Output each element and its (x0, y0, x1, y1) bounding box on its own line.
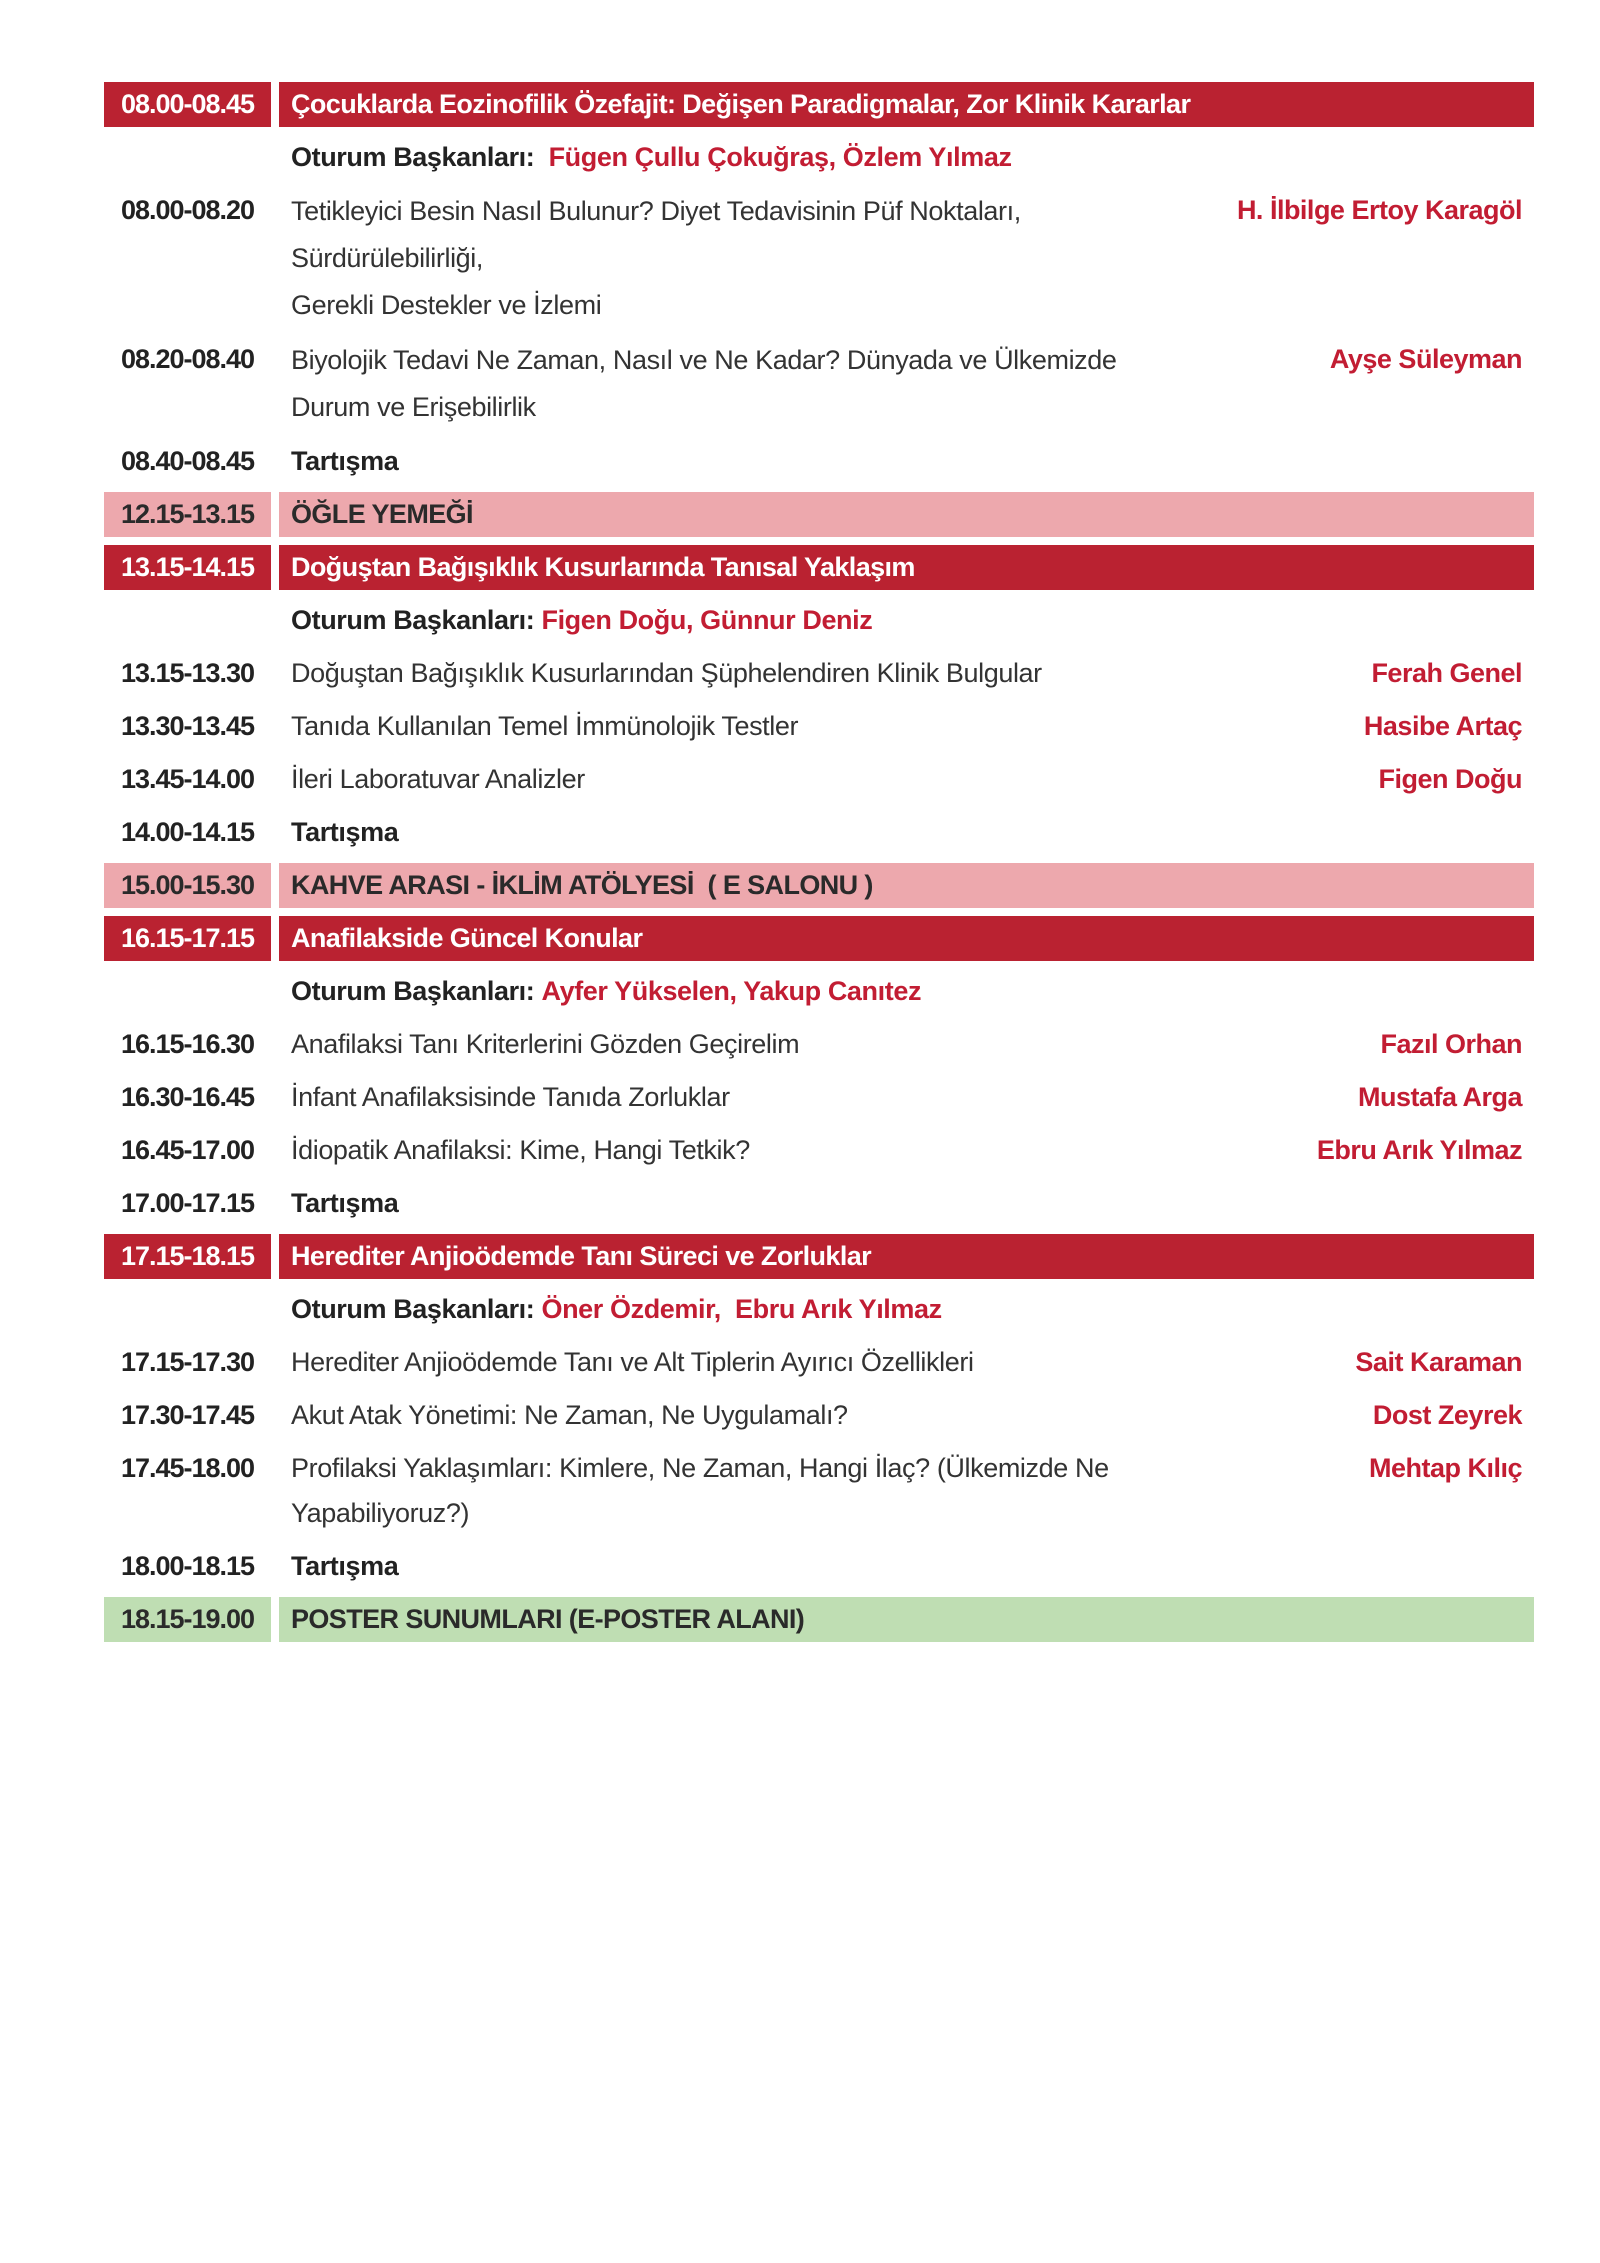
break-time: 12.15-13.15 (104, 492, 271, 537)
talk-speaker: Fazıl Orhan (1380, 1029, 1522, 1059)
talk-row (104, 188, 1534, 329)
discussion-time: 17.00-17.15 (120, 1188, 255, 1218)
chairs-label: Oturum Başkanları: (291, 1294, 535, 1324)
session-time: 08.00-08.45 (104, 82, 271, 127)
break-time: 15.00-15.30 (104, 863, 271, 908)
talk-time: 17.15-17.30 (120, 1347, 255, 1377)
chairs-label: Oturum Başkanları: (291, 142, 535, 172)
discussion-time: 08.40-08.45 (120, 446, 255, 476)
session-title: Çocuklarda Eozinofilik Özefajit: Değişen Paradigmalar, Zor Klinik Kararlar (279, 82, 1534, 127)
talk-row (104, 1393, 1534, 1438)
session-title: Anafilakside Güncel Konular (279, 916, 1534, 961)
talk-title: İleri Laboratuvar Analizler (291, 764, 585, 794)
discussion-row (104, 1181, 1534, 1226)
chairs-label: Oturum Başkanları: (291, 605, 535, 635)
talk-row (104, 1340, 1534, 1385)
session-title: Herediter Anjioödemde Tanı Süreci ve Zorluklar (279, 1234, 1534, 1279)
talk-row (104, 651, 1534, 696)
talk-time: 16.45-17.00 (120, 1135, 255, 1165)
talk-speaker: H. İlbilge Ertoy Karagöl (1236, 195, 1522, 225)
talk-time: 08.20-08.40 (120, 344, 255, 374)
poster-session (104, 1597, 1534, 1642)
talk-title: Akut Atak Yönetimi: Ne Zaman, Ne Uygulamalı? (291, 1400, 848, 1430)
talk-speaker: Sait Karaman (1355, 1347, 1522, 1377)
talk-title-line: Durum ve Erişebilirlik (291, 392, 536, 422)
discussion-row (104, 439, 1534, 484)
talk-row (104, 704, 1534, 749)
talk-speaker: Ebru Arık Yılmaz (1316, 1135, 1522, 1165)
chairs-names: Ayfer Yükselen, Yakup Canıtez (541, 976, 922, 1006)
talk-speaker: Ferah Genel (1371, 658, 1522, 688)
talk-time: 13.15-13.30 (120, 658, 255, 688)
talk-speaker: Dost Zeyrek (1372, 1400, 1522, 1430)
talk-title: İdiopatik Anafilaksi: Kime, Hangi Tetkik? (291, 1135, 750, 1165)
chairs-names: Fügen Çullu Çokuğraş, Özlem Yılmaz (548, 142, 1012, 172)
discussion-label: Tartışma (291, 446, 399, 476)
coffee-break (104, 863, 1534, 908)
talk-row (104, 1075, 1534, 1120)
discussion-row (104, 1544, 1534, 1589)
talk-row (104, 1446, 1534, 1536)
session-header (104, 82, 1534, 127)
session-time: 13.15-14.15 (104, 545, 271, 590)
discussion-label: Tartışma (291, 817, 399, 847)
talk-time: 16.30-16.45 (120, 1082, 255, 1112)
session-title: Doğuştan Bağışıklık Kusurlarında Tanısal Yaklaşım (279, 545, 1534, 590)
talk-time: 17.45-18.00 (120, 1453, 255, 1483)
chairs-label: Oturum Başkanları: (291, 976, 535, 1006)
session-time: 16.15-17.15 (104, 916, 271, 961)
talk-speaker: Figen Doğu (1378, 764, 1522, 794)
discussion-label: Tartışma (291, 1188, 399, 1218)
break-label: ÖĞLE YEMEĞİ (279, 492, 1534, 537)
break-time: 18.15-19.00 (104, 1597, 271, 1642)
session-chairs (104, 598, 1534, 643)
talk-speaker: Mehtap Kılıç (1368, 1453, 1522, 1483)
talk-row (104, 1022, 1534, 1067)
talk-time: 17.30-17.45 (120, 1400, 255, 1430)
discussion-time: 14.00-14.15 (120, 817, 255, 847)
discussion-label: Tartışma (291, 1551, 399, 1581)
talk-title-line: Biyolojik Tedavi Ne Zaman, Nasıl ve Ne Kadar? Dünyada ve Ülkemizde (291, 345, 1117, 375)
talk-time: 13.45-14.00 (120, 764, 255, 794)
session-chairs (104, 135, 1534, 180)
talk-row (104, 1128, 1534, 1173)
talk-time: 13.30-13.45 (120, 711, 255, 741)
session-chairs (104, 969, 1534, 1014)
talk-title-line: Tetikleyici Besin Nasıl Bulunur? Diyet Tedavisinin Püf Noktaları, Sürdürülebilirliği, (291, 196, 1021, 273)
talk-time: 08.00-08.20 (120, 195, 255, 225)
talk-title: Doğuştan Bağışıklık Kusurlarından Şüphelendiren Klinik Bulgular (291, 658, 1042, 688)
talk-speaker: Hasibe Artaç (1363, 711, 1522, 741)
talk-title-line: Gerekli Destekler ve İzlemi (291, 290, 602, 320)
session-chairs (104, 1287, 1534, 1332)
lunch-break (104, 492, 1534, 537)
talk-title: Profilaksi Yaklaşımları: Kimlere, Ne Zaman, Hangi İlaç? (Ülkemizde Ne Yapabiliyoruz?) (291, 1453, 1109, 1528)
talk-title: Herediter Anjioödemde Tanı ve Alt Tiplerin Ayırıcı Özellikleri (291, 1347, 974, 1377)
session-header (104, 545, 1534, 590)
talk-title: Anafilaksi Tanı Kriterlerini Gözden Geçirelim (291, 1029, 800, 1059)
chairs-names: Öner Özdemir, Ebru Arık Yılmaz (541, 1294, 942, 1324)
discussion-time: 18.00-18.15 (120, 1551, 255, 1581)
talk-title: İnfant Anafilaksisinde Tanıda Zorluklar (291, 1082, 730, 1112)
session-header (104, 1234, 1534, 1279)
break-label: KAHVE ARASI - İKLİM ATÖLYESİ ( E SALONU ) (279, 863, 1534, 908)
session-time: 17.15-18.15 (104, 1234, 271, 1279)
discussion-row (104, 810, 1534, 855)
talk-title: Tanıda Kullanılan Temel İmmünolojik Testler (291, 711, 799, 741)
chairs-names: Figen Doğu, Günnur Deniz (541, 605, 873, 635)
session-header (104, 916, 1534, 961)
talk-time: 16.15-16.30 (120, 1029, 255, 1059)
talk-speaker: Ayşe Süleyman (1329, 344, 1522, 374)
talk-row (104, 757, 1534, 802)
talk-row (104, 337, 1534, 431)
break-label: POSTER SUNUMLARI (E-POSTER ALANI) (279, 1597, 1534, 1642)
talk-speaker: Mustafa Arga (1357, 1082, 1522, 1112)
program-schedule (104, 82, 1534, 1650)
